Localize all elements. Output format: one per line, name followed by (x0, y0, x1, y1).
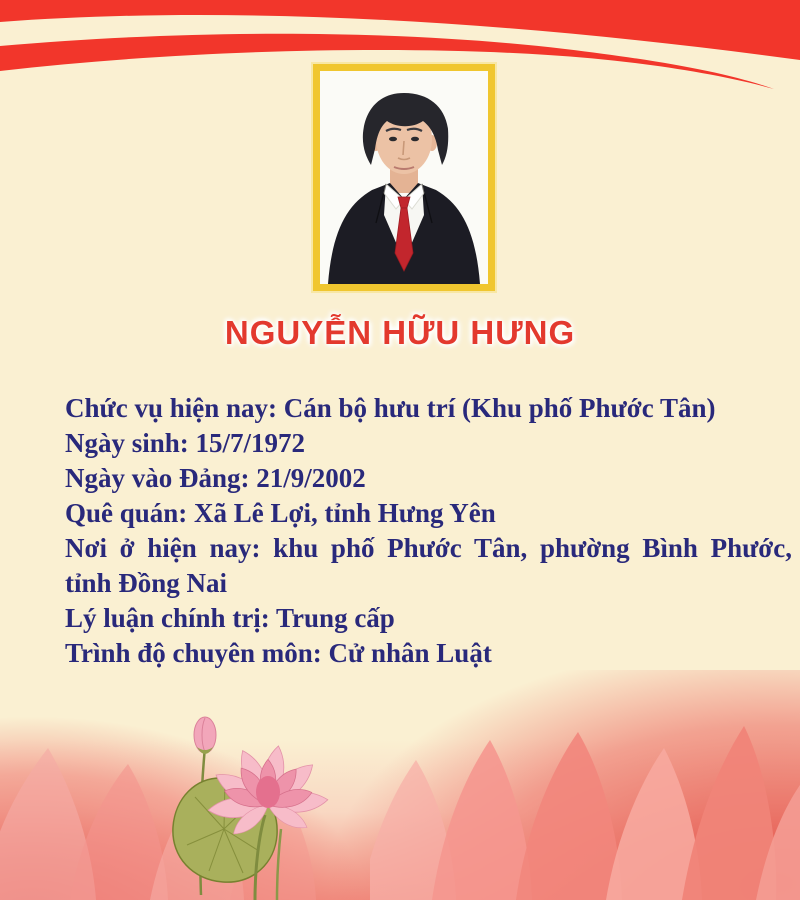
portrait-photo (320, 71, 488, 284)
page-title: NGUYỄN HỮU HƯNG (224, 314, 576, 351)
portrait-eye-left (389, 137, 397, 142)
petal-shape (432, 740, 532, 900)
bio-line-residence-2: tỉnh Đồng Nai (65, 568, 228, 598)
bio-line-position: Chức vụ hiện nay: Cán bộ hưu trí (Khu phố Phước Tân) (65, 393, 716, 423)
watercolor-petals-right (370, 690, 800, 900)
portrait-eye-right (411, 137, 419, 142)
bio-line-party-date: Ngày vào Đảng: 21/9/2002 (65, 463, 366, 493)
portrait-photo-frame (313, 64, 495, 291)
bio-line-hometown: Quê quán: Xã Lê Lợi, tỉnh Hưng Yên (65, 498, 496, 528)
bio-line-residence-1: Nơi ở hiện nay: khu phố Phước Tân, phường Bình Phước, (65, 533, 792, 563)
lotus-stem (277, 829, 281, 900)
lotus-bud (194, 717, 216, 754)
bio-line-birthdate: Ngày sinh: 15/7/1972 (65, 428, 306, 458)
lotus-flower-illustration (105, 695, 365, 900)
lotus-center (256, 776, 280, 808)
lotus-bud-petals (194, 717, 216, 753)
bio-info-block (65, 391, 792, 671)
petal-shape (516, 732, 622, 900)
bio-line-political-theory: Lý luận chính trị: Trung cấp (65, 603, 395, 633)
bio-line-education: Trình độ chuyên môn: Cử nhân Luật (65, 638, 492, 668)
